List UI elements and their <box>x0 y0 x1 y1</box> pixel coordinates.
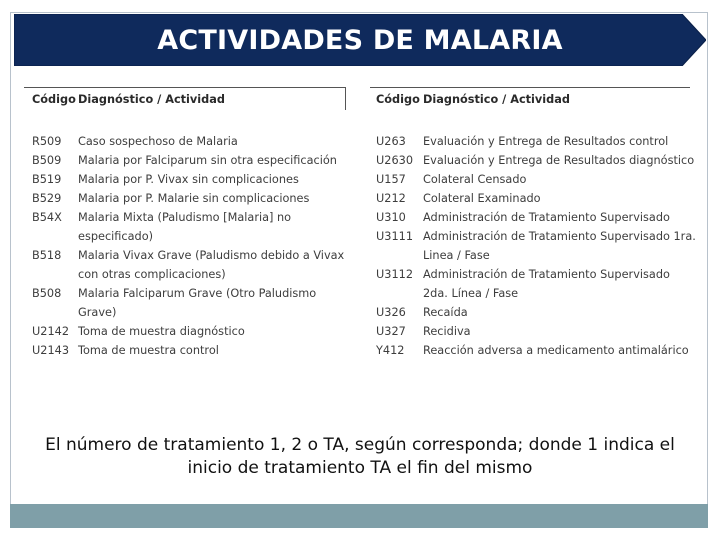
row-description: Toma de muestra control <box>78 344 219 357</box>
table-row <box>24 208 346 246</box>
row-description: Malaria por P. Malarie sin complicaciones <box>78 192 310 205</box>
table-row <box>370 132 690 151</box>
table-row <box>370 341 690 360</box>
row-code: U2142 <box>32 325 70 338</box>
row-description: Colateral Censado <box>423 173 527 186</box>
right-code-table <box>370 87 696 360</box>
code-column-header: Código <box>376 92 420 106</box>
row-description-line-2: 2da. Línea / Fase <box>423 287 519 300</box>
row-description-line-1: Administración de Tratamiento Supervisado 1ra. <box>423 230 696 243</box>
table-row <box>24 170 346 189</box>
table-body <box>370 132 696 360</box>
row-description: Administración de Tratamiento Supervisado <box>423 211 670 224</box>
activity-column-header: Diagnóstico / Actividad <box>78 92 225 106</box>
row-code: Y412 <box>376 344 405 357</box>
row-code: U3111 <box>376 230 414 243</box>
row-code: B518 <box>32 249 62 262</box>
row-description <box>423 227 696 265</box>
table-row <box>24 151 346 170</box>
row-code: U263 <box>376 135 406 148</box>
table-row <box>370 151 695 170</box>
row-description <box>423 265 690 303</box>
row-code: U212 <box>376 192 406 205</box>
row-code: B529 <box>32 192 62 205</box>
row-description: Malaria por Falciparum sin otra especificación <box>78 154 337 167</box>
left-code-table <box>24 87 346 360</box>
page-title: ACTIVIDADES DE MALARIA <box>157 24 563 56</box>
table-row <box>24 341 346 360</box>
row-code: B54X <box>32 211 62 224</box>
row-description: Recidiva <box>423 325 471 338</box>
row-description: Malaria Vivax Grave (Paludismo debido a Vivax con otras complicaciones) <box>78 249 345 281</box>
row-code: R509 <box>32 135 62 148</box>
row-description: Recaída <box>423 306 468 319</box>
footnote-text: El número de tratamiento 1, 2 o TA, según corresponda; donde 1 indica el inicio de tratamiento TA el fin del mismo <box>45 435 675 478</box>
table-row <box>24 284 346 322</box>
table-row <box>370 170 690 189</box>
row-code: U326 <box>376 306 406 319</box>
row-description: Malaria Mixta (Paludismo [Malaria] no especificado) <box>78 211 292 243</box>
row-code: U157 <box>376 173 406 186</box>
row-code: B508 <box>32 287 62 300</box>
row-description: Evaluación y Entrega de Resultados control <box>423 135 669 148</box>
table-header <box>370 87 690 110</box>
row-code: U2630 <box>376 154 414 167</box>
row-code: U310 <box>376 211 406 224</box>
table-header <box>24 87 346 110</box>
row-description: Malaria Falciparum Grave (Otro Paludismo Grave) <box>78 287 317 319</box>
table-body <box>24 132 346 360</box>
row-code: U3112 <box>376 268 414 281</box>
row-description-line-2: Linea / Fase <box>423 249 490 262</box>
activity-column-header: Diagnóstico / Actividad <box>423 92 570 106</box>
table-row <box>24 132 346 151</box>
table-row <box>24 189 346 208</box>
row-code: B509 <box>32 154 62 167</box>
row-description-line-1: Administración de Tratamiento Supervisado <box>423 268 670 281</box>
row-description: Malaria por P. Vivax sin complicaciones <box>78 173 299 186</box>
bottom-decor-bar <box>10 504 708 528</box>
row-code: B519 <box>32 173 62 186</box>
table-row <box>24 246 346 284</box>
row-description: Reacción adversa a medicamento antimalárico <box>423 344 689 357</box>
row-code: U2143 <box>32 344 70 357</box>
table-row <box>370 227 696 265</box>
code-column-header: Código <box>32 92 76 106</box>
table-row <box>370 208 690 227</box>
row-description: Caso sospechoso de Malaria <box>78 135 238 148</box>
table-row <box>370 322 690 341</box>
row-code: U327 <box>376 325 406 338</box>
row-description: Toma de muestra diagnóstico <box>78 325 245 338</box>
table-row <box>370 189 690 208</box>
table-row <box>370 265 690 303</box>
title-banner <box>14 14 706 66</box>
table-row <box>370 303 690 322</box>
row-description: Evaluación y Entrega de Resultados diagnóstico <box>423 154 695 167</box>
row-description: Colateral Examinado <box>423 192 541 205</box>
table-row <box>24 322 346 341</box>
